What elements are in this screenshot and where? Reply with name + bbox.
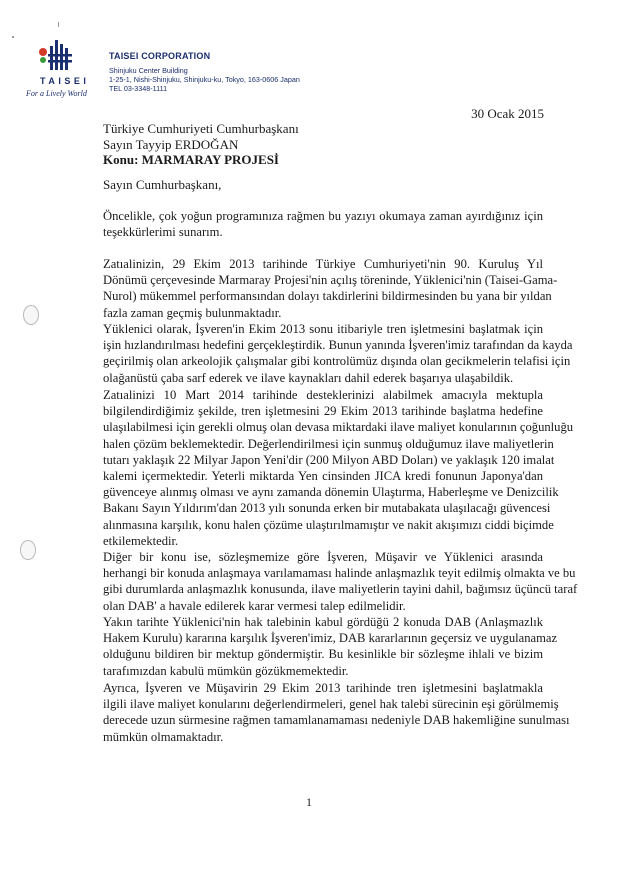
address-line: 1-25-1, Nishi-Shinjuku, Shinjuku-ku, Tokyo, 163-0606 Japan <box>109 75 300 84</box>
paragraph-line: teşekkürlerimi sunarım. <box>103 225 223 240</box>
paragraph-line: gibi durumlarda anlaşmazlık konusunda, ilave maliyetlerin tayini dahil, bağımsız üçüncü taraf <box>103 582 578 597</box>
taisei-logo-icon <box>34 38 84 74</box>
paragraph-line: Öncelikle, çok yoğun programınıza rağmen bu yazıyı okumaya zaman ayırdığınız için <box>103 209 543 223</box>
paragraph-line: Bakanı Sayın Yıldırım'dan 2013 yılı sonunda erken bir mutabakata ulaşılacağı güvencesi <box>103 501 551 516</box>
paragraph-line: Hakem Kurulu) kararına karşılık İşveren'imiz, DAB kararlarının geçersiz ve uygulanamaz <box>103 631 558 646</box>
body-paragraph <box>103 614 558 679</box>
punch-hole <box>20 540 36 560</box>
address-line: Shinjuku Center Building <box>109 66 188 75</box>
body-paragraph <box>103 549 578 614</box>
paragraph-line: etkilemektedir. <box>103 533 179 548</box>
salutation: Sayın Cumhurbaşkanı, <box>103 177 222 192</box>
paragraph-line: olduğunu bildiren bir mektup göndermiştir. Bu kesinlikle bir sözleşme ihlali ve bizim <box>103 647 543 662</box>
subject-line: Konu: MARMARAY PROJESİ <box>103 152 279 167</box>
paragraph-line: Nurol) mükemmel performansından dolayı takdirlerini bildirmesinden bu yana bir yıldan <box>103 289 552 304</box>
logo-wordmark: TAISEI <box>40 76 90 86</box>
company-info <box>109 52 300 93</box>
logo-tagline: For a Lively World <box>26 89 87 98</box>
punch-hole <box>23 305 39 325</box>
paragraph-line: tarafımızdan kabulü mümkün gözükmemektedir. <box>103 663 349 678</box>
scan-mark <box>58 22 59 27</box>
letter-date: 30 Ocak 2015 <box>471 106 544 121</box>
recipient-name: Sayın Tayyip ERDOĞAN <box>103 136 239 152</box>
page-number: 1 <box>306 795 312 809</box>
paragraph-line: güvenceye alınmış olması ve aynı zamanda dönemin Ulaştırma, Haberleşme ve Denizcilik <box>103 485 559 500</box>
recipient-block <box>103 121 299 168</box>
paragraph-line: bilgilendirdiğimiz şekilde, tren işletmesini 29 Ekim 2013 tarihinde başlatma hedefine <box>103 404 543 419</box>
paragraph-line: Zatıalinizi 10 Mart 2014 tarihinde desteklerinizi alabilmek amacıyla mektupla <box>103 388 543 402</box>
paragraph-line: kalemi içermektedir. Yeterli miktarda Yen cinsinden JICA kredi fonunun Japonya'dan <box>103 469 543 484</box>
paragraph-line: tutarı yaklaşık 22 Milyar Japon Yeni'dir (200 Milyon ABD Doları) ve yaklaşık 120 imalat <box>103 452 555 467</box>
paragraph-line: fazla zaman geçmiş bulunmaktadır. <box>103 305 282 320</box>
body-paragraph <box>103 208 543 240</box>
scan-mark <box>12 36 14 38</box>
body-paragraph <box>103 321 573 386</box>
paragraph-line: Diğer bir konu ise, sözleşmemize göre İşveren, Müşavir ve Yüklenici arasında <box>103 550 543 564</box>
paragraph-line: Zatıalinizin, 29 Ekim 2013 tarihinde Türkiye Cumhuriyeti'nin 90. Kuruluş Yıl <box>103 257 543 271</box>
paragraph-line: ilgili ilave maliyet konularını değerlendirmeleri, genel hak talebi sürecinin eşi görülmemiş <box>103 697 559 712</box>
company-name: TAISEI CORPORATION <box>109 51 211 61</box>
phone-line: TEL 03-3348-1111 <box>109 84 168 93</box>
paragraph-line: ulaşılabilmesi için gerekli olmuş olan devasa miktardaki ilave maliyet konularının çoğunluğu <box>103 420 574 435</box>
paragraph-line: Ayrıca, İşveren ve Müşavirin 29 Ekim 2013 tarihinde tren işletmesini başlatmakla <box>103 681 543 695</box>
paragraph-line: Dönümü çerçevesinde Marmaray Projesi'nin açılış töreninde, Yüklenici'nin (Taisei-Gama- <box>103 273 558 288</box>
taisei-logo <box>26 36 96 100</box>
paragraph-line: halen çözüm beklemektedir. Değerlendirilmesi için sunmuş olduğumuz ilave maliyetlerin <box>103 436 554 451</box>
body-paragraph <box>103 387 574 549</box>
paragraph-line: Yüklenici olarak, İşveren'in Ekim 2013 sonu itibariyle tren işletmesini başlatmak için <box>103 322 543 336</box>
paragraph-line: alınmasına karşılık, konu halen çözüme ulaştırılmamıştır ve nakit akışımızı ciddi biçimde <box>103 517 554 532</box>
paragraph-line: olan DAB' a havale edilerek karar vermesi talep edilmelidir. <box>103 598 406 613</box>
recipient-office: Türkiye Cumhuriyeti Cumhurbaşkanı <box>103 121 299 136</box>
paragraph-line: mümkün olmamaktadır. <box>103 729 224 744</box>
body-paragraph <box>103 680 570 745</box>
paragraph-line: işin hızlandırılması hedefini gerçekleştirdik. Bunun yanında İşveren'imiz tarafından da kayda <box>103 338 573 353</box>
paragraph-line: herhangi bir konuda anlaşmaya varılamaması halinde anlaşmazlık teyit edilmiş olmakta ve bu <box>103 566 576 581</box>
paragraph-line: geçirilmiş olan arkeolojik çalışmalar gibi kontrolümüz dışında olan gecikmelerin telafisi için <box>103 354 571 369</box>
paragraph-line: olağanüstü çaba sarf ederek ve ilave kaynakları dahil ederek başarıya ulaşabildik. <box>103 370 514 385</box>
body-paragraph <box>103 256 558 321</box>
paragraph-line: Yakın tarihte Yüklenici'nin hak talebinin kabul gördüğü 2 konuda DAB (Anlaşmazlık <box>103 615 543 629</box>
paragraph-line: derecede uzun sürmesine rağmen tamamlanamaması nedeniyle DAB hakemliğine sunulması <box>103 713 570 728</box>
